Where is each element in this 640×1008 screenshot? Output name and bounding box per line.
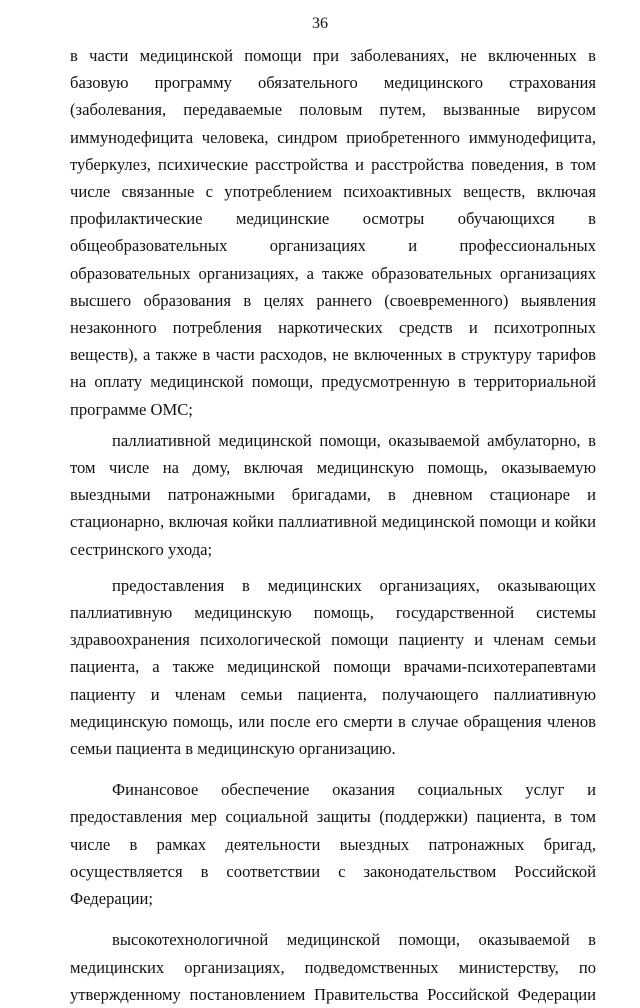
paragraph-social-services-funding: Финансовое обеспечение оказания социальных услуг и предоставления мер социальной защиты (поддержки) пациента, в том числе в рамках деятельности выездных патронажных бригад, осуществляется в соответствии с законодательством Российской Федерации; bbox=[70, 780, 596, 909]
paragraph-oms-exclusions: в части медицинской помощи при заболеваниях, не включенных в базовую программу обязательного медицинского страхования (заболевания, передаваемые половым путем, вызванные вирусом иммунодефицита человека, синдром приобретенного иммунодефицита, туберкулез, психические расстройства и расстройства поведения, в том числе связанные с употреблением психоактивных веществ, включая профилактические медицинские осмотры обучающихся в общеобразовательных организациях и профессиональных образовательных организациях, а также образовательных организациях высшего образования в целях раннего (своевременного) выявления незаконного потребления наркотических средств и психотропных веществ), а также в части расходов, не включенных в структуру тарифов на оплату медицинской помощи, предусмотренную в территориальной программе ОМС; bbox=[70, 46, 596, 419]
page-number: 36 bbox=[312, 15, 328, 32]
paragraph-psychological-help: предоставления в медицинских организациях, оказывающих паллиативную медицинскую помощь, государственной системы здравоохранения психологической помощи пациенту и членам семьи пациента, а также медицинской помощи врачами-психотерапевтами пациенту и членам семьи пациента, получающего паллиативную медицинскую помощь, или после его смерти в случае обращения членов семьи пациента в медицинскую организацию. bbox=[70, 575, 596, 759]
document-body bbox=[70, 42, 596, 1008]
paragraph-palliative-care: паллиативной медицинской помощи, оказываемой амбулаторно, в том числе на дому, включая медицинскую помощь, оказываемую выездными патронажными бригадами, в дневном стационаре и стационарно, включая койки паллиативной медицинской помощи и койки сестринского ухода; bbox=[70, 430, 596, 559]
paragraph-high-tech-care: высокотехнологичной медицинской помощи, оказываемой в медицинских организациях, подведомственных министерству, по утвержденному постановлением Правительства Российской Федерации bbox=[70, 930, 596, 1004]
